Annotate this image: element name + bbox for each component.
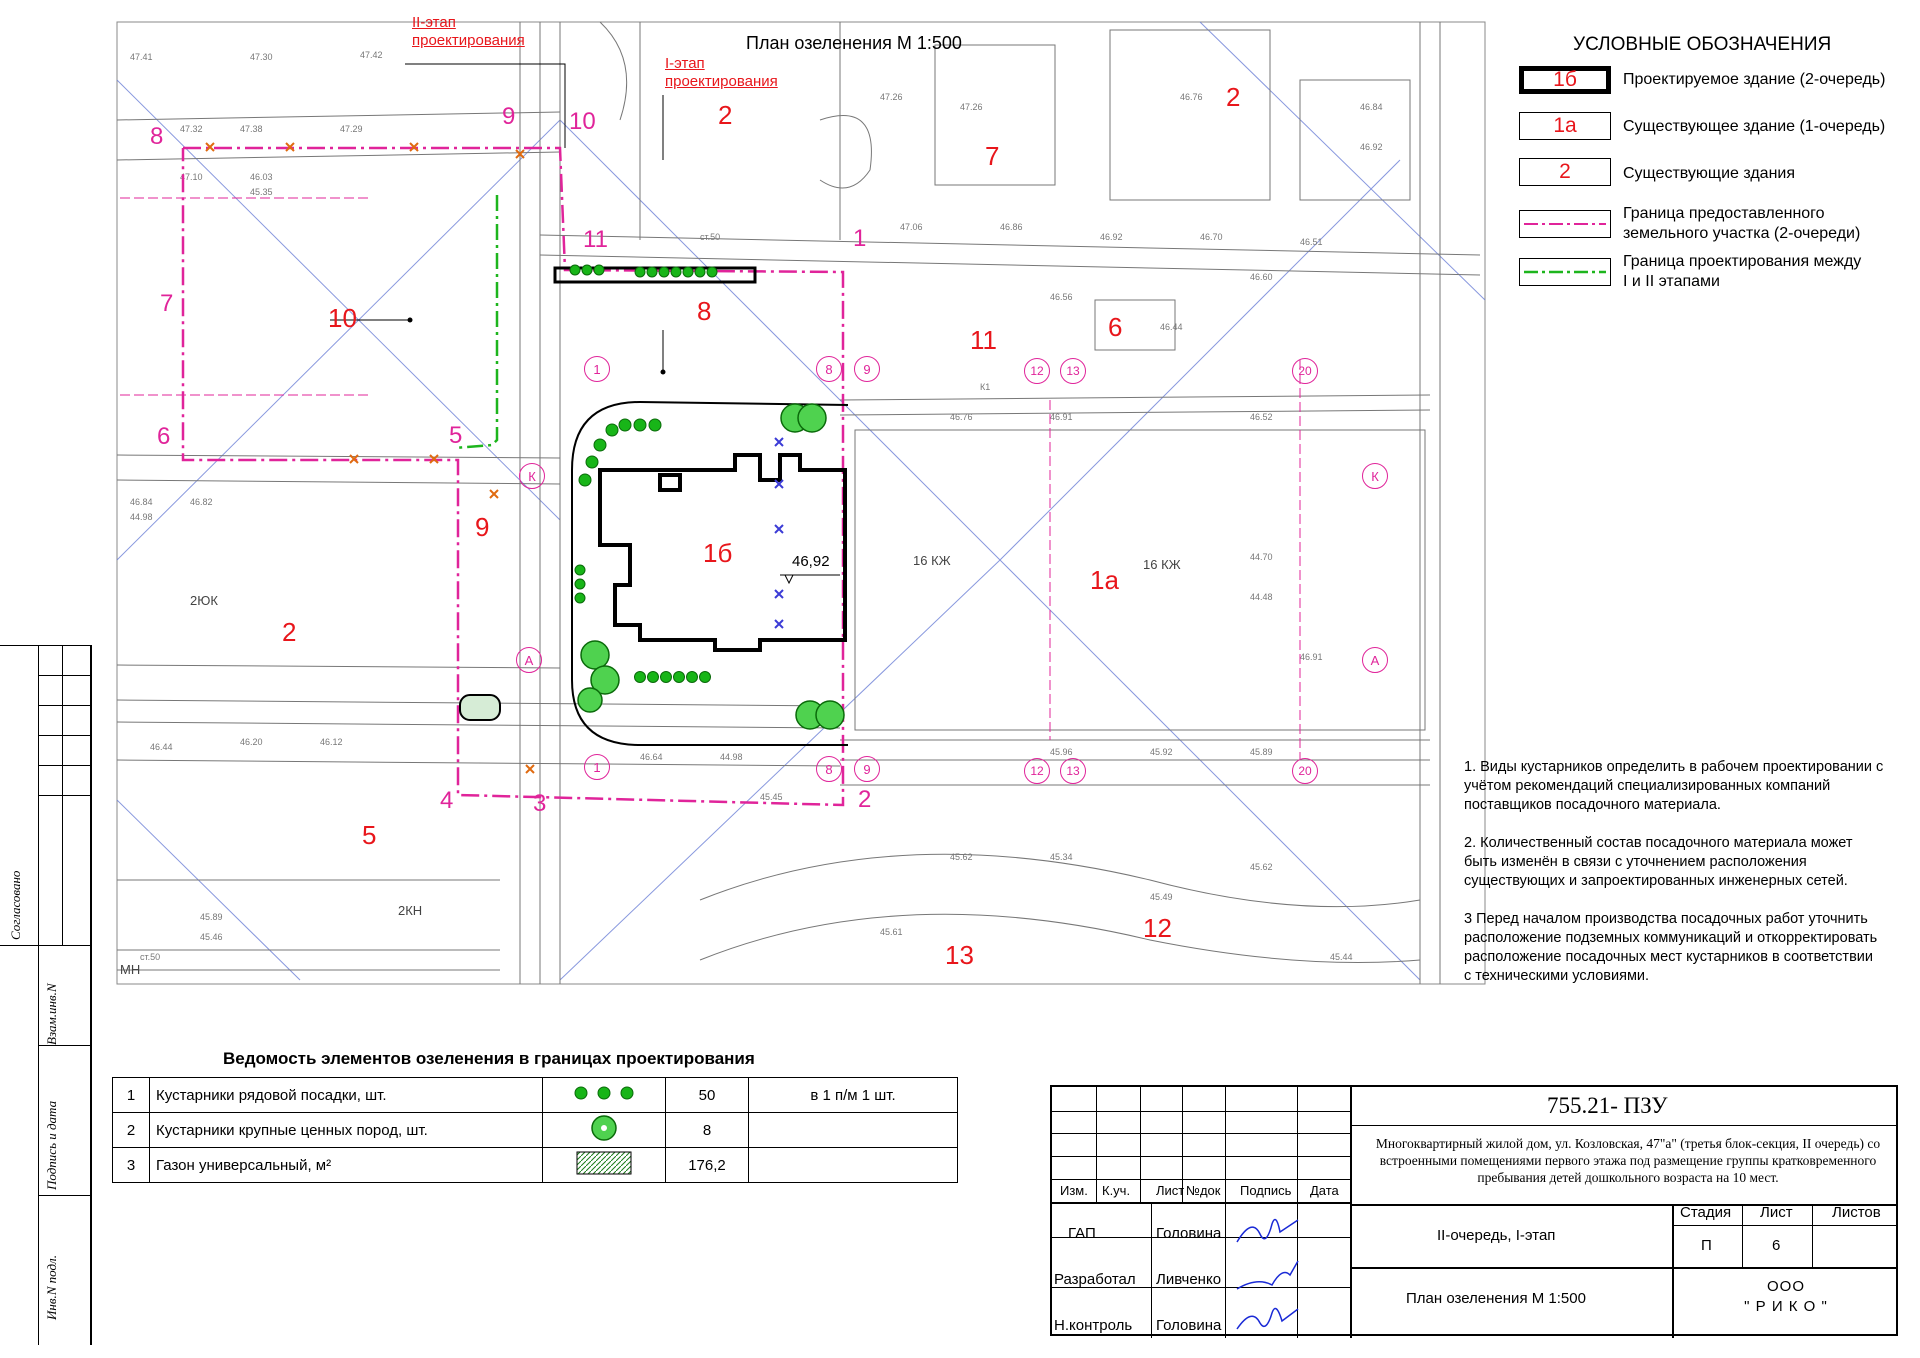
svg-text:46.92: 46.92: [1360, 142, 1383, 152]
stage-value: П: [1701, 1237, 1712, 1254]
boundary-point-7: 7: [160, 290, 174, 317]
spot-elevations: [130, 50, 1383, 962]
svg-text:45.62: 45.62: [1250, 862, 1273, 872]
stamp-name: Ливченко: [1156, 1271, 1222, 1288]
axis-marker-9-top: 9: [854, 356, 880, 382]
row-shrubs: [570, 265, 717, 683]
boundary-point-11: 11: [583, 226, 608, 253]
zone-label: МН: [120, 962, 141, 977]
row-qty: 176,2: [666, 1148, 749, 1183]
axis-marker-13-bottom: 13: [1060, 758, 1086, 784]
land-plot-boundary: [183, 148, 843, 805]
svg-text:46.76: 46.76: [950, 412, 973, 422]
svg-text:45.89: 45.89: [1250, 747, 1273, 757]
pink-dashdot-line-icon: [1520, 211, 1610, 237]
survey-grid: [117, 22, 1485, 980]
svg-text:46.44: 46.44: [150, 742, 173, 752]
svg-text:47.42: 47.42: [360, 50, 383, 60]
side-agreed: Согласовано: [8, 870, 23, 940]
table-row: [113, 1148, 958, 1183]
building-number: 10: [328, 303, 357, 333]
boundary-point-6: 6: [157, 423, 171, 450]
legend-label: Существующие здания: [1623, 165, 1796, 182]
legend-label: Граница предоставленного земельного участка (2-очереди): [1623, 205, 1861, 242]
note-2: 2. Количественный состав посадочного материала может быть изменён в связи с уточнением расположения существующих и запроектированных инженерных сетей.: [1464, 835, 1853, 889]
stamp-role: ГАП: [1068, 1225, 1096, 1242]
svg-text:44.70: 44.70: [1250, 552, 1273, 562]
svg-text:46.86: 46.86: [1000, 222, 1023, 232]
col-sheets: Листов: [1832, 1204, 1881, 1221]
col-sheet: Лист: [1760, 1204, 1793, 1221]
stamp-header: К.уч.: [1102, 1183, 1131, 1198]
building-number: 8: [697, 296, 712, 326]
row-qty: 50: [666, 1078, 749, 1113]
row-note: [749, 1148, 958, 1183]
legend-sample-existing-buildings: 2: [1519, 158, 1611, 186]
row-number: 1: [113, 1078, 150, 1113]
legend-label: Граница проектирования между I и II этапами: [1623, 253, 1862, 290]
svg-text:ст.50: ст.50: [700, 232, 721, 242]
hatched-lawn-block: [460, 695, 500, 720]
stamp-name: Головина: [1156, 1317, 1222, 1334]
organization: ООО " Р И К О ": [1744, 1278, 1828, 1315]
boundary-point-10: 10: [569, 108, 596, 135]
axis-marker-a-right: А: [1362, 647, 1388, 673]
svg-text:46.52: 46.52: [1250, 412, 1273, 422]
side-inv-instead: Взам.инв.N: [44, 983, 59, 1045]
svg-text:47.26: 47.26: [960, 102, 983, 112]
stage1-label: I-этап проектирования: [665, 55, 778, 90]
sheet-value: 6: [1772, 1237, 1781, 1254]
vedomost-table: [112, 1077, 958, 1183]
svg-text:47.06: 47.06: [900, 222, 923, 232]
stamp-header: Дата: [1310, 1183, 1339, 1198]
svg-text:46.70: 46.70: [1200, 232, 1223, 242]
green-dashdot-line-icon: [1520, 259, 1610, 285]
col-stage: Стадия: [1680, 1204, 1732, 1221]
svg-text:ст.50: ст.50: [140, 952, 161, 962]
signature-icon: [1232, 1299, 1302, 1339]
row-number: 2: [113, 1113, 150, 1148]
title-block: [1050, 1085, 1898, 1336]
svg-text:46.64: 46.64: [640, 752, 663, 762]
svg-text:45.96: 45.96: [1050, 747, 1073, 757]
svg-text:45.92: 45.92: [1150, 747, 1173, 757]
zone-label: 16 КЖ: [913, 553, 951, 568]
building-number: 2: [1226, 82, 1241, 112]
svg-text:46.20: 46.20: [240, 737, 263, 747]
stamp-name: Головина: [1156, 1225, 1222, 1242]
svg-text:46.60: 46.60: [1250, 272, 1273, 282]
axis-marker-k-left: К: [519, 463, 545, 489]
table-row: [113, 1078, 958, 1113]
boundary-point-8: 8: [150, 123, 164, 150]
svg-text:45.46: 45.46: [200, 932, 223, 942]
axis-marker-k-right: К: [1362, 463, 1388, 489]
legend-sample-land-boundary: [1519, 210, 1611, 238]
boundary-point-9: 9: [502, 103, 516, 130]
document-code: 755.21- ПЗУ: [1547, 1093, 1668, 1118]
signature-icon: [1232, 1212, 1302, 1252]
svg-text:46.84: 46.84: [130, 497, 153, 507]
building-number: 6: [1108, 312, 1123, 342]
axis-marker-13-top: 13: [1060, 358, 1086, 384]
building-number: 9: [475, 512, 490, 542]
svg-text:45.49: 45.49: [1150, 892, 1173, 902]
row-name: Кустарники рядовой посадки, шт.: [150, 1078, 543, 1113]
axis-marker-a-left: А: [516, 647, 542, 673]
building-number: 2: [282, 617, 297, 647]
svg-text:47.29: 47.29: [340, 124, 363, 134]
axis-marker-1-bottom: 1: [584, 754, 610, 780]
building-number: 13: [945, 940, 974, 970]
zone-label: 2КН: [398, 903, 423, 918]
row-note: [749, 1113, 958, 1148]
driveway: [572, 402, 848, 745]
survey-base: [117, 22, 1480, 984]
stamp-role: Разработал: [1054, 1271, 1136, 1288]
stamp-header: Лист: [1156, 1183, 1185, 1198]
building-1a-label: 1а: [1090, 565, 1119, 595]
svg-text:46.03: 46.03: [250, 172, 273, 182]
svg-text:45.62: 45.62: [950, 852, 973, 862]
axis-marker-9-bottom: 9: [854, 756, 880, 782]
svg-text:46.51: 46.51: [1300, 237, 1323, 247]
table-row: [113, 1113, 958, 1148]
side-inv-orig: Инв.N подл.: [44, 1255, 59, 1320]
note-1: 1. Виды кустарников определить в рабочем проектировании с учётом рекомендаций специализированных компаний поставщиков посадочного материала.: [1464, 759, 1884, 813]
legend-title: УСЛОВНЫЕ ОБОЗНАЧЕНИЯ: [1573, 34, 1832, 55]
plan-title: План озеленения М 1:500: [746, 33, 962, 53]
svg-text:46.44: 46.44: [1160, 322, 1183, 332]
svg-text:45.89: 45.89: [200, 912, 223, 922]
svg-text:45.61: 45.61: [880, 927, 903, 937]
vedomost-title: Ведомость элементов озеленения в границах проектирования: [223, 1049, 755, 1068]
stage2-label: II-этап проектирования: [412, 14, 525, 49]
note-3: 3 Перед началом производства посадочных работ уточнить расположение подземных коммуникаций и откорректировать расположение посадочных мест кустарников в соответствии с техническими условиями.: [1464, 911, 1878, 984]
svg-text:47.30: 47.30: [250, 52, 273, 62]
project-description: Многоквартирный жилой дом, ул. Козловская, 47"а" (третья блок-секция, II очередь) со встроенными помещениями первого этажа под размещение группы кратковременного пребывания детей дошкольного возраста на 10 мест.: [1375, 1136, 1881, 1185]
shrub-row-icon: [543, 1078, 666, 1113]
svg-text:44.48: 44.48: [1250, 592, 1273, 602]
axis-marker-20-bottom: 20: [1292, 758, 1318, 784]
boundary-point-2: 2: [858, 786, 872, 813]
stamp-header: Подпись: [1240, 1183, 1292, 1198]
row-note: в 1 п/м 1 шт.: [749, 1078, 958, 1113]
building-number: 5: [362, 820, 377, 850]
legend-sample-existing-building: 1а: [1519, 112, 1611, 140]
svg-text:46.56: 46.56: [1050, 292, 1073, 302]
boundary-crosses: [206, 143, 534, 773]
axis-marker-20-top: 20: [1292, 358, 1318, 384]
row-name: Кустарники крупные ценных пород, шт.: [150, 1113, 543, 1148]
stage-boundary-line: [455, 195, 497, 448]
svg-text:45.45: 45.45: [760, 792, 783, 802]
building-number: 2: [718, 100, 733, 130]
signature-icon: [1232, 1257, 1302, 1297]
svg-text:46.12: 46.12: [320, 737, 343, 747]
axis-marker-12-top: 12: [1024, 358, 1050, 384]
axis-marker-8-top: 8: [816, 356, 842, 382]
svg-text:46.84: 46.84: [1360, 102, 1383, 112]
boundary-point-5: 5: [449, 422, 463, 449]
row-qty: 8: [666, 1113, 749, 1148]
svg-text:44.98: 44.98: [720, 752, 743, 762]
boundary-point-3: 3: [533, 790, 547, 817]
row-name: Газон универсальный, м²: [150, 1148, 543, 1183]
svg-text:44.98: 44.98: [130, 512, 153, 522]
svg-text:45.44: 45.44: [1330, 952, 1353, 962]
building-number: 12: [1143, 913, 1172, 943]
building-number: 11: [970, 325, 997, 355]
lawn-hatch-icon: [543, 1148, 666, 1183]
stamp-role: Н.контроль: [1054, 1317, 1133, 1334]
row-number: 3: [113, 1148, 150, 1183]
elevation-mark: 46,92: [792, 553, 830, 570]
legend-label: Проектируемое здание (2-очередь): [1623, 71, 1886, 88]
svg-text:45.34: 45.34: [1050, 852, 1073, 862]
svg-text:45.35: 45.35: [250, 187, 273, 197]
svg-text:46.91: 46.91: [1300, 652, 1323, 662]
svg-text:46.82: 46.82: [190, 497, 213, 507]
svg-text:47.26: 47.26: [880, 92, 903, 102]
side-sign-date: Подпись и дата: [44, 1100, 59, 1190]
svg-text:К1: К1: [980, 382, 991, 392]
sheet-title: План озеленения М 1:500: [1406, 1290, 1586, 1307]
svg-text:46.91: 46.91: [1050, 412, 1073, 422]
legend-sample-stage-boundary: [1519, 258, 1611, 286]
stamp-header: Изм.: [1060, 1183, 1088, 1198]
stage-text: II-очередь, I-этап: [1437, 1227, 1556, 1244]
building-number: 7: [985, 141, 1000, 171]
svg-text:47.41: 47.41: [130, 52, 153, 62]
large-shrub-icon: [543, 1113, 666, 1148]
axis-marker-8-bottom: 8: [816, 756, 842, 782]
building-1b-label: 1б: [703, 538, 733, 568]
svg-text:47.10: 47.10: [180, 172, 203, 182]
svg-text:46.92: 46.92: [1100, 232, 1123, 242]
axis-marker-12-bottom: 12: [1024, 758, 1050, 784]
legend-sample-new-building: 1б: [1519, 66, 1611, 94]
stamp-header: №док: [1186, 1183, 1221, 1198]
svg-text:46.76: 46.76: [1180, 92, 1203, 102]
svg-text:47.32: 47.32: [180, 124, 203, 134]
legend-label: Существующее здание (1-очередь): [1623, 118, 1886, 135]
axis-marker-1-top: 1: [584, 356, 610, 382]
zone-label: 16 КЖ: [1143, 557, 1181, 572]
svg-text:47.38: 47.38: [240, 124, 263, 134]
boundary-point-4: 4: [440, 787, 454, 814]
zone-label: 2ЮК: [190, 593, 218, 608]
boundary-point-1: 1: [853, 225, 867, 252]
